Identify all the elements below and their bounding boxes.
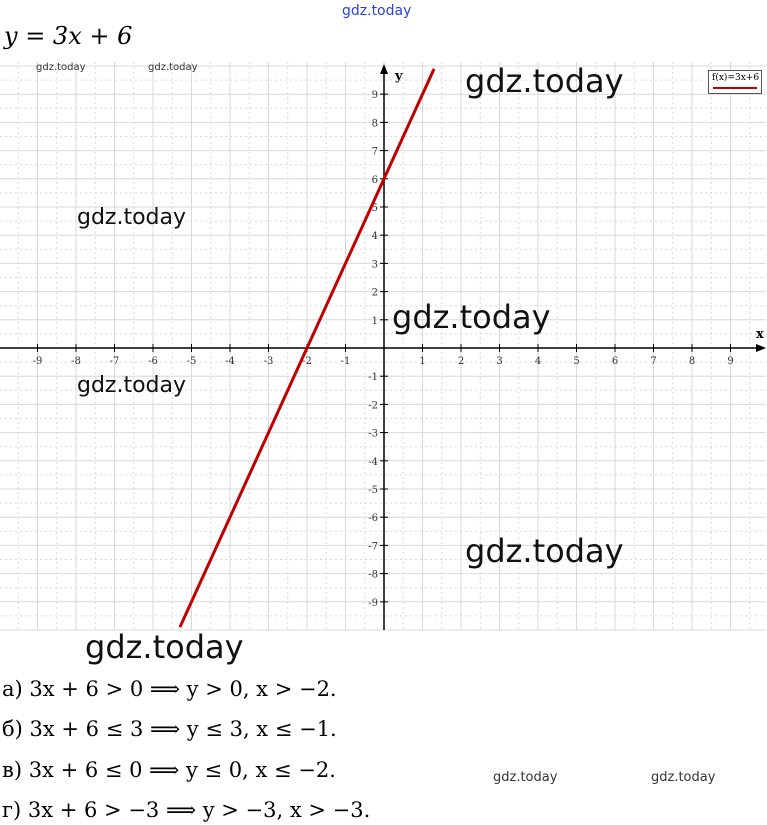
x-tick-label: 1 <box>419 356 426 367</box>
solution-a: а) 3x + 6 > 0 ⟹ y > 0, x > −2. <box>2 677 337 701</box>
watermark-medium-2: gdz.today <box>77 373 187 398</box>
x-tick-label: 7 <box>650 356 657 367</box>
watermark-small-3: gdz.today <box>493 770 558 785</box>
x-tick-label: -5 <box>186 356 197 367</box>
watermark-small-1: gdz.today <box>36 62 86 73</box>
y-tick-label: 5 <box>371 203 378 214</box>
y-tick-label: -9 <box>368 597 378 609</box>
y-tick-label: 9 <box>371 90 378 102</box>
x-tick-label: -2 <box>302 356 312 367</box>
y-tick-label: 7 <box>371 146 378 158</box>
legend-swatch <box>713 87 757 89</box>
y-tick-label: 2 <box>371 287 378 299</box>
x-tick-label: 8 <box>688 356 696 367</box>
solution-d: г) 3x + 6 > −3 ⟹ y > −3, x > −3. <box>2 798 371 822</box>
y-tick-label: -5 <box>368 485 378 496</box>
x-axis-label: x <box>756 327 764 342</box>
x-tick-label: 4 <box>534 356 542 367</box>
solution-c: в) 3x + 6 ≤ 0 ⟹ y ≤ 0, x ≤ −2. <box>2 758 336 782</box>
y-tick-label: -2 <box>368 400 378 412</box>
x-tick-label: 2 <box>457 356 465 367</box>
x-tick-label: -4 <box>225 356 235 367</box>
y-tick-label: -8 <box>368 569 378 581</box>
y-tick-label: 3 <box>371 259 378 271</box>
watermark-small-4: gdz.today <box>651 770 716 785</box>
y-axis-label: y <box>395 69 403 84</box>
y-tick-label: -7 <box>368 541 378 553</box>
y-tick-label: -4 <box>368 456 378 468</box>
y-tick-label: 1 <box>371 315 378 327</box>
solution-b: б) 3x + 6 ≤ 3 ⟹ y ≤ 3, x ≤ −1. <box>2 717 337 741</box>
tick-labels <box>33 90 734 609</box>
watermark-big-1: gdz.today <box>465 62 624 100</box>
y-tick-label: 8 <box>371 118 378 130</box>
y-tick-label: 6 <box>371 174 378 186</box>
x-tick-label: -1 <box>340 356 351 367</box>
x-tick-label: -3 <box>263 356 274 367</box>
y-tick-label: -6 <box>368 513 378 525</box>
watermark-big-3: gdz.today <box>465 532 624 570</box>
x-tick-label: 5 <box>573 356 580 367</box>
x-tick-label: -7 <box>109 356 120 367</box>
y-tick-label: 4 <box>371 231 378 243</box>
x-tick-label: -9 <box>32 356 43 367</box>
y-tick-label: -3 <box>368 428 378 440</box>
x-axis-arrow <box>756 344 766 352</box>
legend-label: f(x)=3x+6 <box>712 73 760 83</box>
x-tick-label: -6 <box>148 356 158 367</box>
x-tick-label: 3 <box>496 356 503 367</box>
x-tick-label: -8 <box>71 356 81 367</box>
x-tick-label: 6 <box>611 356 619 367</box>
y-tick-label: -1 <box>368 372 378 384</box>
watermark-medium-1: gdz.today <box>77 205 187 230</box>
equation-title: y = 3x + 6 <box>4 22 133 50</box>
watermark-big-2: gdz.today <box>392 298 551 336</box>
watermark-small-2: gdz.today <box>148 62 198 73</box>
x-tick-label: 9 <box>727 356 734 367</box>
watermark-big-4: gdz.today <box>85 628 244 666</box>
watermark-top: gdz.today <box>342 3 412 19</box>
legend <box>708 70 762 94</box>
